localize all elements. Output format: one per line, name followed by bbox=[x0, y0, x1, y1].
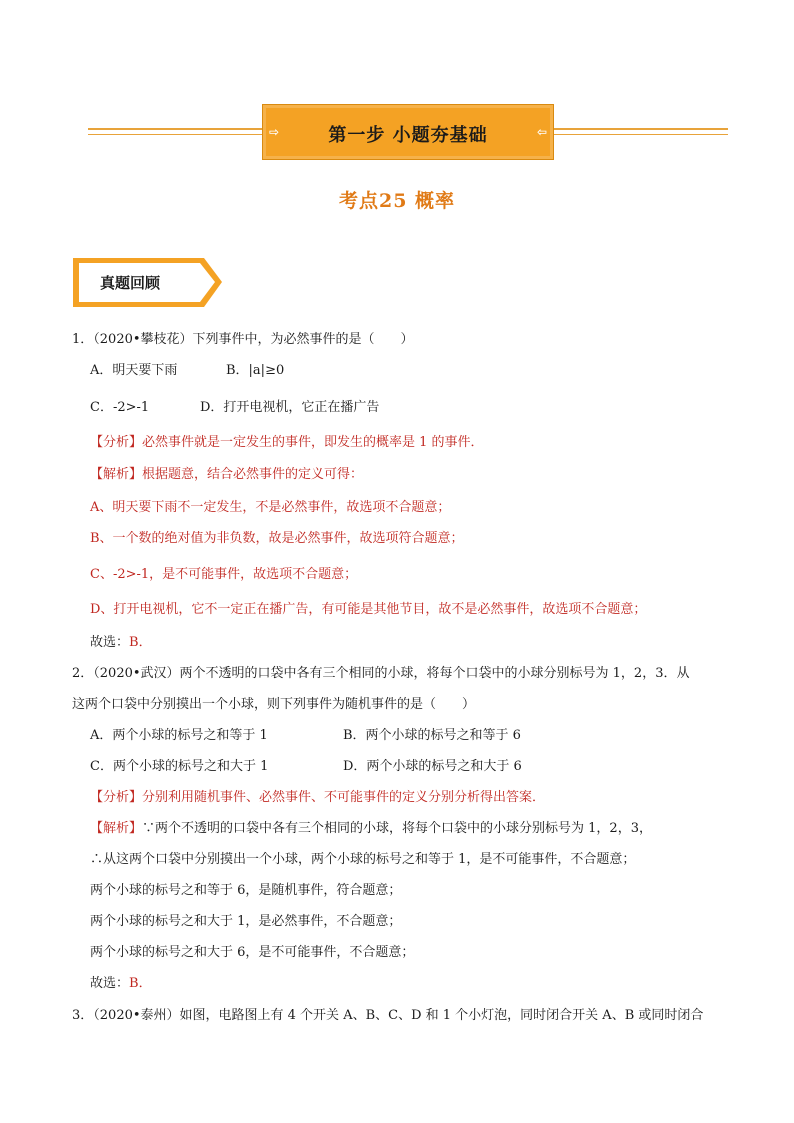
arrow-right-icon: ⇨ bbox=[269, 125, 280, 139]
q2-analysis-text: 分别利用随机事件、必然事件、不可能事件的定义分别分析得出答案． bbox=[142, 790, 546, 805]
q1-solution bbox=[90, 466, 363, 484]
q1-solution-tag: 【解析】 bbox=[90, 467, 143, 482]
banner-box bbox=[262, 104, 554, 160]
q3-stem: 3．（2020•泰州）如图，电路图上有 4 个开关 A、B、C、D 和 1 个小灯泡，同时闭合开关 A、B 或同时闭合 bbox=[72, 1008, 704, 1023]
q1-analysis-text: 必然事件就是一定发生的事件，即发生的概率是 1 的事件． bbox=[142, 435, 484, 450]
banner-title: 第一步 小题夯基础 bbox=[328, 125, 488, 146]
q2-answer bbox=[90, 975, 152, 993]
section-tab bbox=[72, 257, 222, 307]
banner-line-right-bottom bbox=[554, 134, 728, 135]
q2-answer-label: 故选： bbox=[90, 976, 130, 991]
q1-stem: 1．（2020•攀枝花）下列事件中，为必然事件的是（ ） bbox=[72, 332, 414, 347]
q2-solution-1: ∴从这两个口袋中分别摸出一个小球，两个小球的标号之和等于 1，是不可能事件，不合题意； bbox=[90, 852, 636, 867]
section-label: 真题回顾 bbox=[100, 274, 161, 292]
q2-option-c: C．两个小球的标号之和大于 1 bbox=[90, 759, 269, 774]
q2-option-b: B．两个小球的标号之和等于 6 bbox=[343, 728, 521, 743]
page-title: 考点25 概率 bbox=[338, 190, 456, 212]
q1-solution-b: B、一个数的绝对值为非负数，故是必然事件，故选项符合题意； bbox=[90, 531, 464, 546]
q1-analysis bbox=[90, 434, 484, 452]
q1-option-a: A．明天要下雨 bbox=[90, 363, 178, 378]
q2-answer-value: B． bbox=[129, 976, 152, 991]
q2-solution-2: 两个小球的标号之和等于 6，是随机事件，符合题意； bbox=[90, 883, 402, 898]
q2-analysis bbox=[90, 789, 545, 807]
q1-option-c: C．-2>-1 bbox=[90, 400, 150, 415]
banner-line-left-bottom bbox=[88, 134, 262, 135]
banner-line-right-top bbox=[554, 128, 728, 130]
q2-option-d: D．两个小球的标号之和大于 6 bbox=[343, 759, 522, 774]
banner-line-left-top bbox=[88, 128, 262, 130]
q2-solution-4: 两个小球的标号之和大于 6，是不可能事件，不合题意； bbox=[90, 945, 415, 960]
arrow-left-icon: ⇦ bbox=[536, 125, 547, 139]
q1-option-b: B．|a|≥0 bbox=[226, 363, 285, 378]
q1-answer-label: 故选： bbox=[90, 635, 130, 650]
q2-stem-line2: 这两个口袋中分别摸出一个小球，则下列事件为随机事件的是（ ） bbox=[72, 697, 476, 712]
q1-solution-a: A、明天要下雨不一定发生，不是必然事件，故选项不合题意； bbox=[90, 500, 451, 515]
q1-answer-value: B． bbox=[129, 635, 152, 650]
q2-solution bbox=[90, 820, 652, 838]
q2-solution-text: ∵两个不透明的口袋中各有三个相同的小球，将每个口袋中的小球分别标号为 1，2，3， bbox=[142, 821, 652, 836]
q2-stem-line1: 2．（2020•武汉）两个不透明的口袋中各有三个相同的小球，将每个口袋中的小球分别标号为 1，2，3．从 bbox=[72, 666, 690, 681]
q1-option-d: D．打开电视机，它正在播广告 bbox=[200, 400, 380, 415]
q2-analysis-tag: 【分析】 bbox=[90, 790, 143, 805]
q1-solution-text: 根据题意，结合必然事件的定义可得： bbox=[142, 467, 364, 482]
q2-solution-3: 两个小球的标号之和大于 1，是必然事件，不合题意； bbox=[90, 914, 402, 929]
q1-solution-d: D、打开电视机，它不一定正在播广告，有可能是其他节目，故不是必然事件，故选项不合题意； bbox=[90, 602, 647, 617]
q1-analysis-tag: 【分析】 bbox=[90, 435, 143, 450]
q2-option-a: A．两个小球的标号之和等于 1 bbox=[90, 728, 268, 743]
q1-answer bbox=[90, 634, 152, 652]
q2-solution-tag: 【解析】 bbox=[90, 821, 143, 836]
q1-solution-c: C、-2>-1，是不可能事件，故选项不合题意； bbox=[90, 567, 358, 582]
